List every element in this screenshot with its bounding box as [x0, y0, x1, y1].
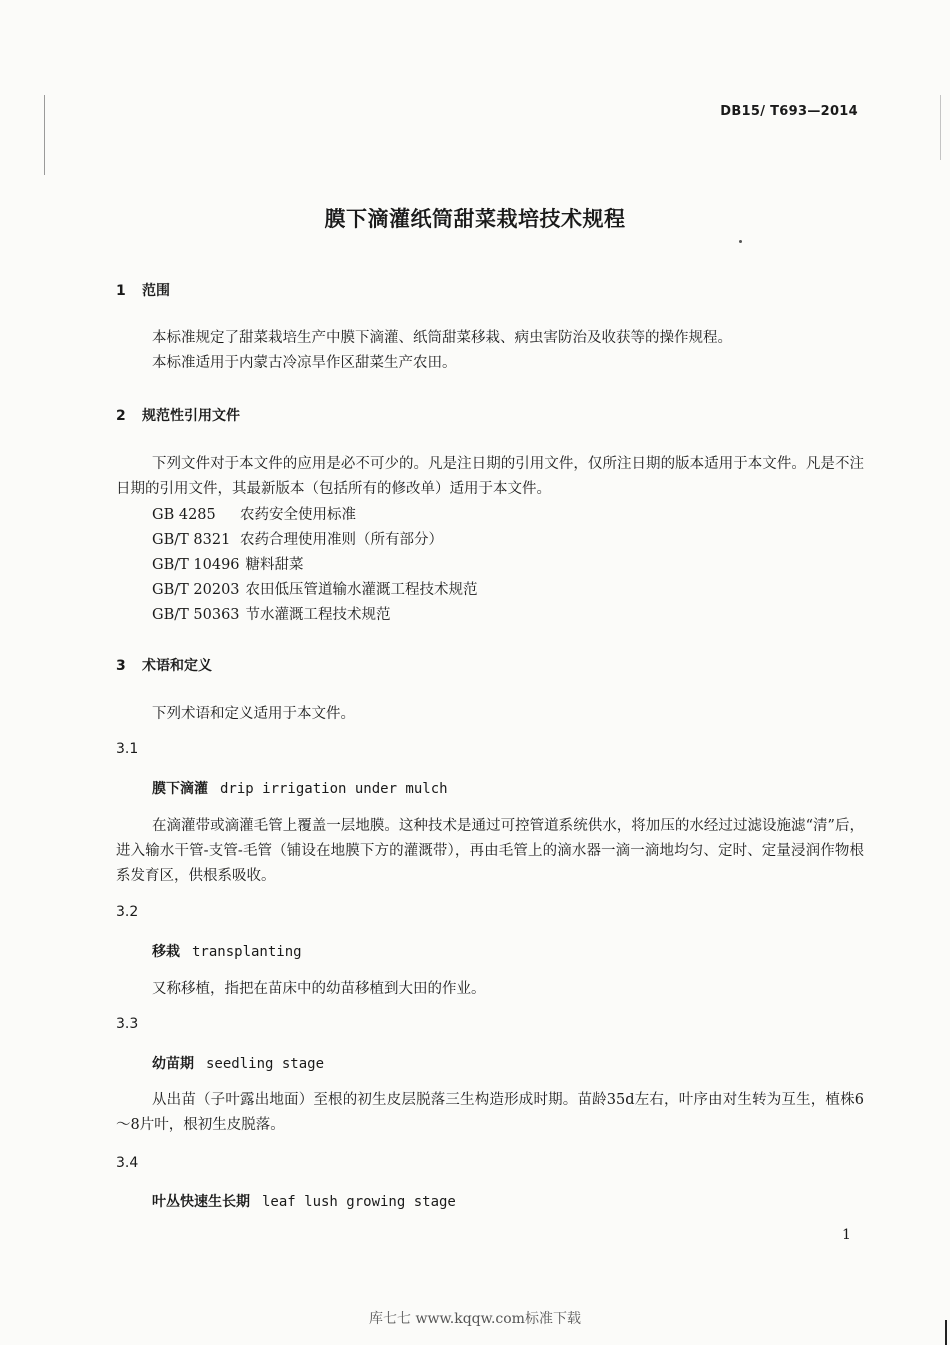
page-number: 1	[842, 1227, 851, 1243]
term-heading	[152, 778, 448, 798]
paragraph: 下列术语和定义适用于本文件。	[152, 706, 355, 722]
reference-code: GB 4285	[152, 507, 216, 523]
term-chinese: 移栽	[152, 944, 180, 960]
term-english: seedling stage	[206, 1056, 325, 1072]
section-title: 范围	[142, 283, 170, 299]
reference-name: 农药安全使用标准	[240, 507, 356, 523]
reference-name: 节水灌溉工程技术规范	[245, 607, 391, 623]
term-english: drip irrigation under mulch	[220, 781, 448, 797]
term-chinese: 膜下滴灌	[152, 781, 208, 797]
section-title: 规范性引用文件	[142, 408, 240, 424]
section-heading	[116, 280, 170, 300]
standard-code: DB15/ T693—2014	[720, 104, 858, 119]
scan-edge-line	[940, 95, 941, 160]
paragraph: 本标准适用于内蒙古冷凉旱作区甜菜生产农田。	[152, 355, 457, 371]
section-number: 2	[116, 408, 126, 424]
term-definition: 在滴灌带或滴灌毛管上覆盖一层地膜。这种技术是通过可控管道系统供水，将加压的水经过过滤设施滤“清”后，进入输水干管-支管-毛管（铺设在地膜下方的灌溉带），再由毛管上的滴水器一滴一滴地均匀、定时、定量浸润作物根系发育区，供根系吸收。	[116, 818, 864, 884]
reference-code: GB/T 8321	[152, 532, 231, 548]
section-number: 3	[116, 658, 126, 674]
section-heading	[116, 405, 240, 425]
watermark: 库七七 www.kqqw.com标准下载	[369, 1311, 581, 1327]
term-heading	[152, 1053, 324, 1073]
subsection-number: 3.4	[116, 1155, 139, 1171]
page-title: 膜下滴灌纸筒甜菜栽培技术规程	[324, 207, 626, 231]
scan-speck	[739, 240, 742, 243]
paragraph: 本标准规定了甜菜栽培生产中膜下滴灌、纸筒甜菜移栽、病虫害防治及收获等的操作规程。	[152, 330, 732, 346]
subsection-number: 3.1	[116, 741, 139, 757]
term-english: transplanting	[192, 944, 302, 960]
term-chinese: 幼苗期	[152, 1056, 194, 1072]
reference-item	[152, 503, 356, 524]
section-heading	[116, 655, 212, 675]
reference-code: GB/T 20203	[152, 582, 240, 598]
section-number: 1	[116, 283, 126, 299]
reference-name: 糖料甜菜	[245, 557, 304, 573]
term-heading	[152, 1191, 456, 1211]
paragraph: 下列文件对于本文件的应用是必不可少的。凡是注日期的引用文件，仅所注日期的版本适用于本文件。凡是不注日期的引用文件，其最新版本（包括所有的修改单）适用于本文件。	[116, 456, 864, 497]
reference-item	[152, 578, 478, 599]
term-english: leaf lush growing stage	[262, 1194, 456, 1210]
term-chinese: 叶丛快速生长期	[152, 1194, 250, 1210]
reference-item	[152, 528, 443, 549]
reference-item	[152, 603, 391, 624]
reference-code: GB/T 10496	[152, 557, 240, 573]
reference-item	[152, 553, 304, 574]
scan-edge-line	[44, 95, 45, 175]
reference-code: GB/T 50363	[152, 607, 240, 623]
section-title: 术语和定义	[142, 658, 212, 674]
subsection-number: 3.2	[116, 904, 139, 920]
term-heading	[152, 941, 302, 961]
term-definition: 从出苗（子叶露出地面）至根的初生皮层脱落三生构造形成时期。苗龄35d左右，叶序由对生转为互生，植株6～8片叶，根初生皮脱落。	[116, 1092, 864, 1133]
reference-name: 农药合理使用准则（所有部分）	[240, 532, 443, 548]
reference-name: 农田低压管道输水灌溉工程技术规范	[245, 582, 478, 598]
term-definition: 又称移植，指把在苗床中的幼苗移植到大田的作业。	[152, 981, 486, 997]
subsection-number: 3.3	[116, 1016, 139, 1032]
